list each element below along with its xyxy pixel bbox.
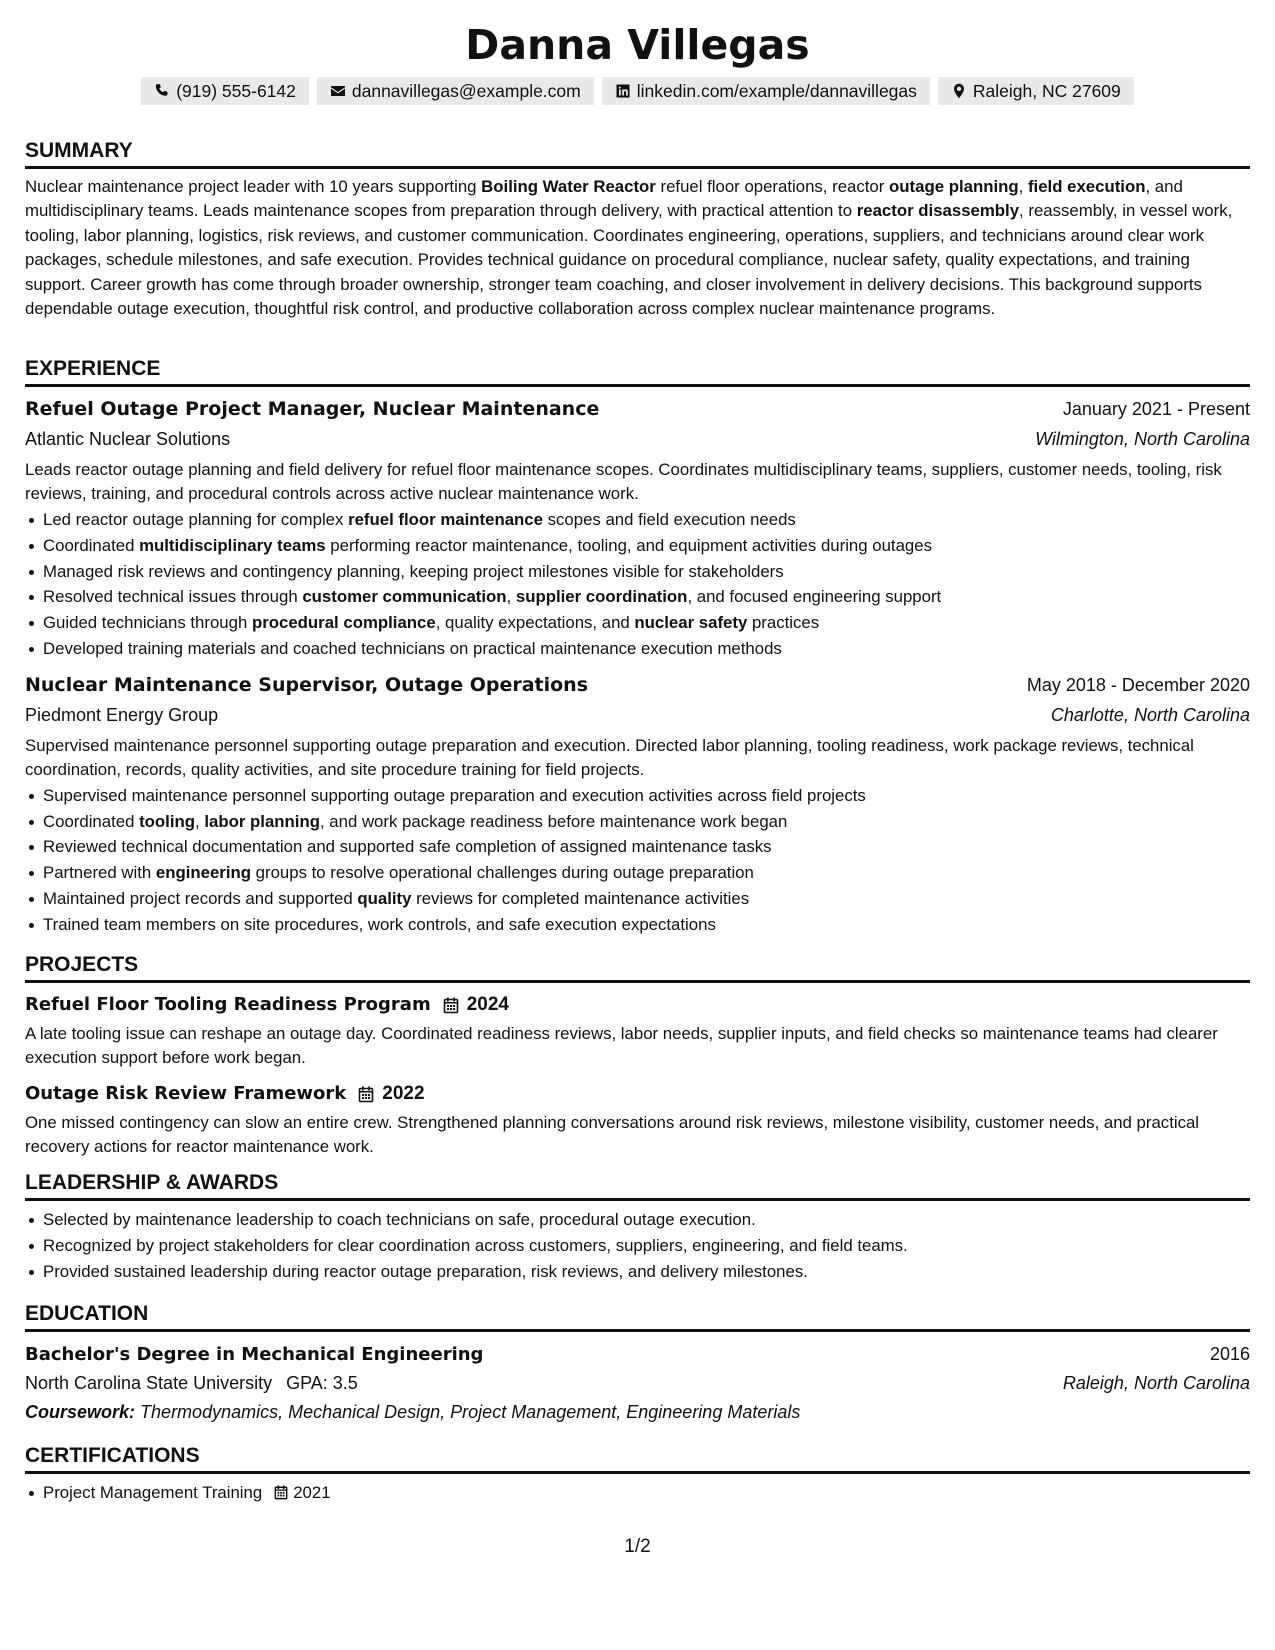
project-date: [358, 1083, 424, 1105]
education-school-line: [25, 1369, 358, 1397]
job-description: Supervised maintenance personnel supporting outage preparation and execution. Directed labor planning, tooling readiness, work package reviews, technical coordination, records, quality activities, and site procedure training for field projects.: [25, 735, 1194, 779]
certification-item: [43, 1480, 1250, 1506]
contact-email-text: dannavillegas@example.com: [351, 81, 581, 101]
education-location: Raleigh, North Carolina: [1062, 1373, 1250, 1393]
coursework-list: Thermodynamics, Mechanical Design, Project Management, Engineering Materials: [140, 1402, 801, 1422]
bullet-item: Partnered with engineering groups to resolve operational challenges during outage preparation: [43, 860, 1250, 886]
emphasis-text: field execution: [1027, 177, 1146, 196]
bullet-item: Managed risk reviews and contingency planning, keeping project milestones visible for stakeholders: [43, 559, 1250, 585]
education-year: 2016: [1209, 1344, 1250, 1364]
contact-bar: [25, 77, 1250, 105]
job-location: Charlotte, North Carolina: [1050, 704, 1250, 725]
job-entry: [25, 671, 1250, 938]
contact-linkedin-text: linkedin.com/example/dannavillegas: [636, 81, 917, 101]
bullet-item: Supervised maintenance personnel supporting outage preparation and execution activities across field projects: [43, 783, 1250, 809]
emphasis-text: customer communication: [302, 587, 507, 607]
summary-text: Nuclear maintenance project leader with 10 years supporting Boiling Water Reactor refuel floor operations, reactor outage planning, field execution, and multidisciplinary teams. Leads maintenance scopes from preparation through delivery, with practical attention to reactor disassembly, reassembly, in vessel work, tooling, labor planning, logistics, risk reviews, and customer communication. Coordinates engineering, operations, suppliers, and technicians around clear work packages, schedule milestones, and safe execution. Provides technical guidance on procedural compliance, nuclear safety, quality expectations, and training support. Career growth has come through broader ownership, stronger team coaching, and closer involvement in delivery decisions. This background supports dependable outage execution, thoughtful risk control, and productive collaboration across complex nuclear maintenance programs.: [25, 177, 1233, 319]
contact-email[interactable]: [317, 77, 594, 105]
emphasis-text: outage planning: [889, 177, 1019, 196]
map-pin-icon: [951, 83, 967, 99]
calendar-icon: [358, 1086, 374, 1103]
contact-phone-text: (919) 555-6142: [176, 81, 296, 101]
experience-section: [25, 356, 1250, 938]
emphasis-text: multidisciplinary teams: [139, 535, 326, 555]
project-entry: [25, 1080, 1250, 1159]
emphasis-text: quality: [357, 888, 412, 908]
bullet-item: Trained team members on site procedures, work controls, and safe execution expectations: [43, 912, 1250, 938]
section-title-projects: PROJECTS: [25, 952, 1250, 983]
projects-section: [25, 952, 1250, 1159]
emphasis-text: tooling: [139, 811, 196, 831]
leadership-list: [25, 1207, 1250, 1284]
job-dates: May 2018 - December 2020: [1026, 674, 1250, 695]
section-title-certifications: CERTIFICATIONS: [25, 1443, 1250, 1474]
project-description: A late tooling issue can reshape an outage day. Coordinated readiness reviews, labor needs, supplier inputs, and field checks so maintenance teams had clearer execution support before work began.: [25, 1024, 1218, 1067]
certifications-section: [25, 1443, 1250, 1506]
project-date: [443, 994, 509, 1016]
emphasis-text: Boiling Water Reactor: [481, 177, 656, 196]
job-bullets: [25, 783, 1250, 938]
job-dates: January 2021 - Present: [1062, 399, 1250, 419]
phone-icon: [154, 83, 170, 99]
job-company: Atlantic Nuclear Solutions: [25, 429, 231, 449]
leadership-item: Recognized by project stakeholders for clear coordination across customers, suppliers, engineering, and field teams.: [43, 1233, 1250, 1259]
contact-location-text: Raleigh, NC 27609: [972, 81, 1121, 101]
project-title: Refuel Floor Tooling Readiness Program: [25, 994, 431, 1015]
bullet-item: Led reactor outage planning for complex refuel floor maintenance scopes and field execution needs: [43, 507, 1250, 533]
education-section: [25, 1301, 1250, 1427]
coursework-label: Coursework:: [25, 1402, 136, 1422]
project-title: Outage Risk Review Framework: [25, 1083, 347, 1104]
summary-section: [25, 138, 1250, 321]
bullet-item: Developed training materials and coached technicians on practical maintenance execution methods: [43, 636, 1250, 662]
bullet-item: Coordinated multidisciplinary teams performing reactor maintenance, tooling, and equipment activities during outages: [43, 533, 1250, 559]
project-description: One missed contingency can slow an entire crew. Strengthened planning conversations around risk reviews, milestone visibility, customer needs, and practical recovery actions for reactor maintenance work.: [25, 1113, 1200, 1156]
contact-phone: [141, 77, 309, 105]
bullet-item: Guided technicians through procedural compliance, quality expectations, and nuclear safety practices: [43, 610, 1250, 636]
calendar-icon: [274, 1485, 288, 1500]
bullet-item: Maintained project records and supported quality reviews for completed maintenance activities: [43, 886, 1250, 912]
bullet-item: Coordinated tooling, labor planning, and work package readiness before maintenance work began: [43, 809, 1250, 835]
contact-linkedin[interactable]: [602, 77, 930, 105]
job-title: Refuel Outage Project Manager, Nuclear Maintenance: [25, 398, 600, 420]
job-company: Piedmont Energy Group: [25, 704, 219, 725]
emphasis-text: labor planning: [204, 811, 320, 831]
certification-name: Project Management Training: [43, 1483, 263, 1502]
job-location: Wilmington, North Carolina: [1035, 429, 1250, 449]
leadership-item: Provided sustained leadership during reactor outage preparation, risk reviews, and delivery milestones.: [43, 1259, 1250, 1285]
bullet-item: Reviewed technical documentation and supported safe completion of assigned maintenance tasks: [43, 834, 1250, 860]
job-entry: [25, 395, 1250, 662]
leadership-section: [25, 1170, 1250, 1284]
emphasis-text: reactor disassembly: [856, 201, 1020, 221]
education-coursework: [25, 1397, 1250, 1427]
emphasis-text: nuclear safety: [634, 613, 748, 633]
job-title: Nuclear Maintenance Supervisor, Outage Operations: [25, 673, 589, 696]
education-gpa: GPA: 3.5: [286, 1373, 358, 1393]
calendar-icon: [443, 997, 459, 1014]
project-year: 2024: [466, 994, 509, 1015]
section-title-leadership: LEADERSHIP & AWARDS: [25, 1170, 1250, 1201]
bullet-item: Resolved technical issues through customer communication, supplier coordination, and focused engineering support: [43, 584, 1250, 610]
job-description: Leads reactor outage planning and field delivery for refuel floor maintenance scopes. Coordinates multidisciplinary teams, suppliers, customer needs, tooling, risk reviews, training, and procedural controls across active nuclear maintenance work.: [25, 460, 1222, 503]
contact-location: [938, 77, 1134, 105]
emphasis-text: supplier coordination: [515, 587, 688, 607]
linkedin-icon: [615, 83, 631, 99]
job-bullets: [25, 507, 1250, 662]
envelope-icon: [330, 83, 346, 99]
candidate-name: Danna Villegas: [465, 21, 810, 69]
section-title-experience: EXPERIENCE: [25, 356, 1250, 387]
page-number: 1/2: [624, 1536, 651, 1557]
leadership-item: Selected by maintenance leadership to coach technicians on safe, procedural outage execution.: [43, 1207, 1250, 1233]
resume-page: [25, 20, 1250, 1640]
certification-year: 2021: [293, 1483, 331, 1502]
emphasis-text: procedural compliance: [251, 613, 436, 633]
project-year: 2022: [382, 1083, 425, 1104]
section-title-education: EDUCATION: [25, 1301, 1250, 1332]
section-title-summary: SUMMARY: [25, 138, 1250, 169]
emphasis-text: engineering: [155, 863, 251, 883]
emphasis-text: refuel floor maintenance: [348, 510, 543, 529]
project-entry: [25, 991, 1250, 1070]
education-degree: Bachelor's Degree in Mechanical Engineering: [25, 1344, 484, 1365]
certifications-list: [25, 1480, 1250, 1506]
certification-date: [274, 1480, 330, 1506]
education-school: North Carolina State University: [25, 1373, 273, 1393]
